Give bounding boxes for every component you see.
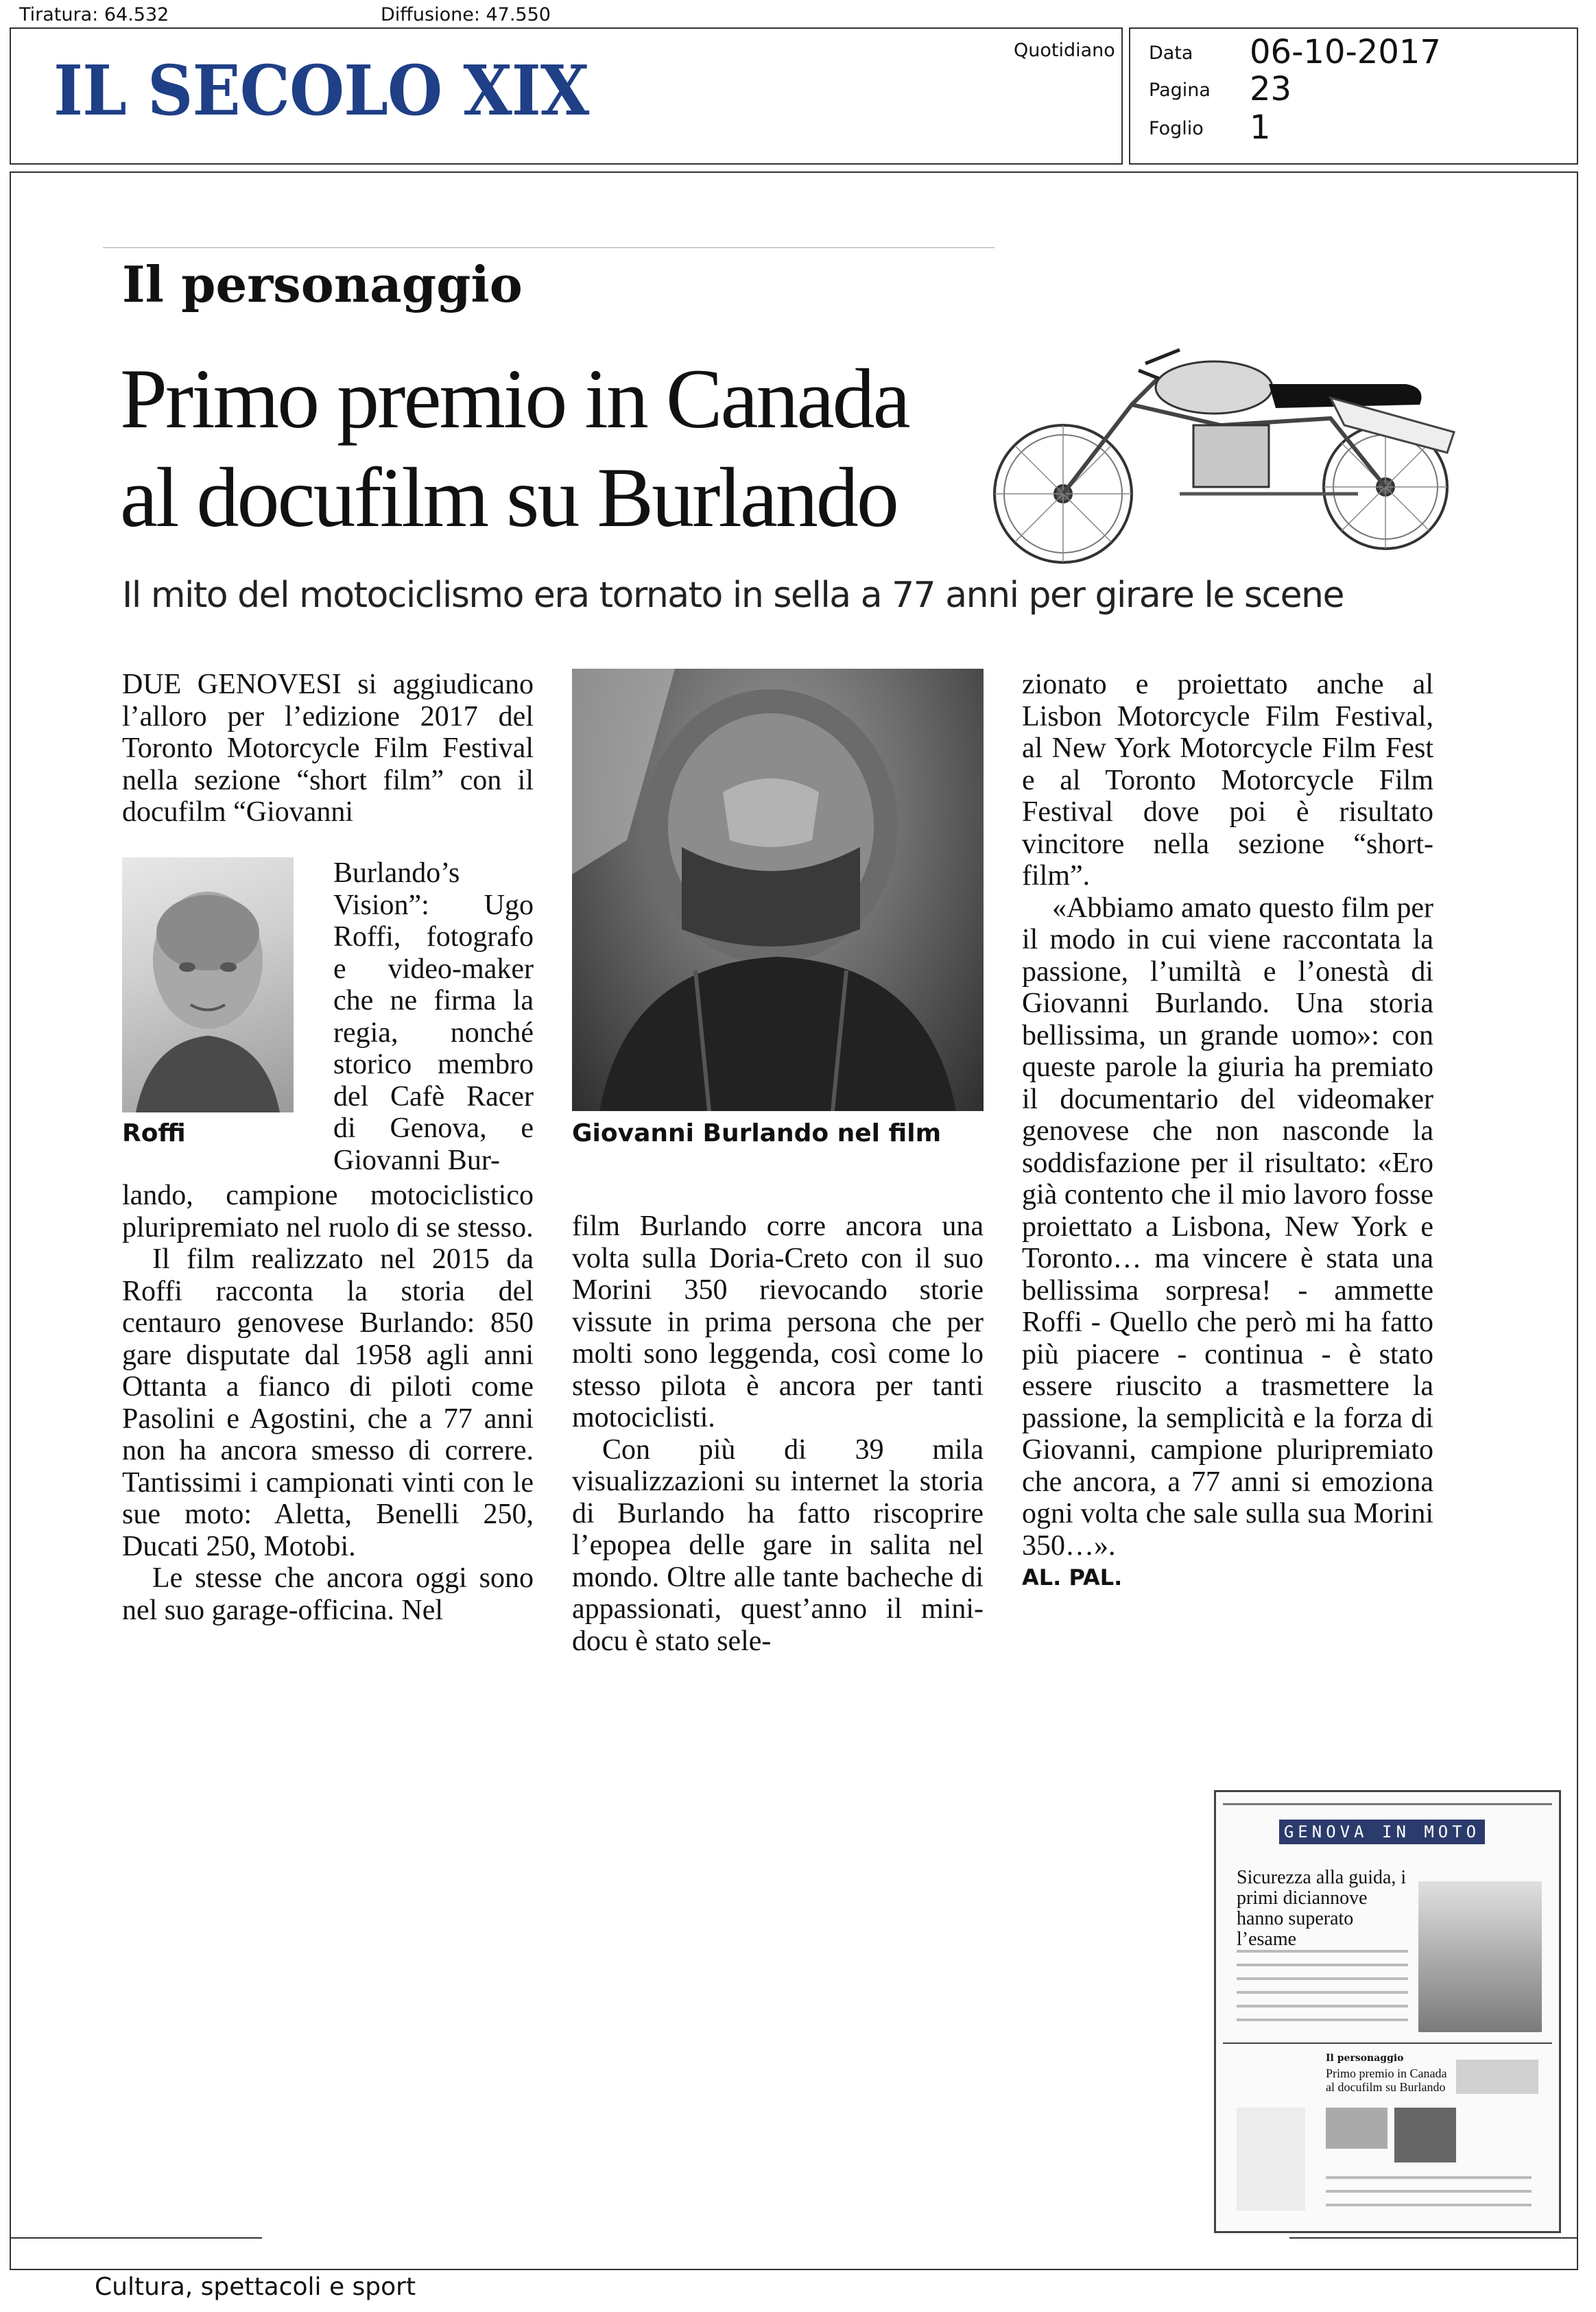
date-label: Data <box>1149 43 1193 64</box>
tiratura-label: Tiratura: 64.532 <box>19 4 169 25</box>
column-1-wrapped-text: Burlando’s Vision”: Ugo Roffi, fotografo e video-maker che ne firma la regia, nonché storico membro del Cafè Racer di Genova, e Giovanni Bur- <box>333 857 534 1176</box>
sheet-label: Foglio <box>1149 118 1204 139</box>
thumbnail-roffi-photo <box>1326 2108 1387 2149</box>
column-1-paragraph-3: Le stesse che ancora oggi sono nel suo garage-officina. Nel <box>122 1562 534 1626</box>
headline-line-2: al docufilm su Burlando <box>120 451 897 545</box>
thumbnail-side-column <box>1237 2108 1305 2210</box>
page-label: Pagina <box>1149 80 1211 101</box>
thumbnail-text-line <box>1237 1977 1408 1980</box>
section-label: Cultura, spettacoli e sport <box>95 2273 416 2301</box>
article-kicker: Il personaggio <box>122 255 523 313</box>
column-2-paragraph-2: Con più di 39 mila visualizzazioni su internet la storia di Burlando ha fatto riscoprire l’epopea delle gare in salita nel mondo. Oltre alle tante bacheche di appassionati, quest’anno il mini-docu è stato sele- <box>572 1433 984 1657</box>
page-thumbnail <box>1214 1790 1561 2233</box>
thumbnail-divider <box>1223 2042 1552 2044</box>
column-2-paragraph-1: film Burlando corre ancora una volta sulla Doria-Creto con il suo Morini 350 rievocando storie vissute in prima persona che per molti sono leggenda, così come lo stesso pilota è ancora per tanti motociclisti. <box>572 1211 984 1433</box>
thumbnail-banner: GENOVA IN MOTO <box>1279 1820 1485 1844</box>
column-1-paragraph-2: Il film realizzato nel 2015 da Roffi racconta la storia del centauro genovese Burlando: 850 gare disputate dal 1958 agli anni Ottanta a fianco di piloti come Pasolini e Agostini, che a 77 anni non ha ancora smesso di correre. Tantissimi i campionati vinti con le sue moto: Aletta, Benelli 250, Ducati 250, Motobi. <box>122 1243 534 1562</box>
masthead-logo: IL SECOLO XIX <box>53 50 589 131</box>
burlando-film-photo <box>572 669 984 1111</box>
diffusione-label: Diffusione: 47.550 <box>381 4 551 25</box>
column-3-text <box>1022 669 1433 1594</box>
burlando-caption: Giovanni Burlando nel film <box>572 1119 942 1147</box>
thumbnail-top-rule <box>1223 1803 1552 1805</box>
byline: AL. PAL. <box>1022 1564 1123 1590</box>
thumbnail-motorcycle <box>1456 2060 1538 2094</box>
thumbnail-photo <box>1418 1881 1542 2032</box>
sheet-value: 1 <box>1250 108 1271 147</box>
article-subhead: Il mito del motociclismo era tornato in sella a 77 anni per girare le scene <box>122 575 1344 616</box>
footer-rule-left <box>10 2237 262 2239</box>
column-3-paragraph-1: zionato e proiettato anche al Lisbon Motorcycle Film Festival, al New York Motorcycle Film Fest e al Toronto Motorcycle Film Festival dove poi è risultato vincitore nella sezione “short-film”. <box>1022 669 1433 892</box>
thumbnail-text-line <box>1326 2190 1532 2193</box>
footer-rule-right <box>1289 2237 1577 2239</box>
date-value: 06-10-2017 <box>1250 33 1441 71</box>
column-1-rest <box>122 1180 534 1626</box>
column-2-text <box>572 1211 984 1657</box>
thumbnail-text-line <box>1237 2018 1408 2021</box>
thumbnail-kicker: Il personaggio <box>1326 2053 1404 2064</box>
column-3-paragraph-2: «Abbiamo amato questo film per il modo in cui viene raccontata la passione, l’umiltà e l’onestà di Giovanni Burlando. Una storia bellissima, un grande uomo»: con queste parole la giuria ha premiato il documentario del videomaker genovese che non nasconde la soddisfazione per il risultato: «Ero già contento che il mio lavoro fosse proiettato a Lisbona, New York e Toronto… ma vincere è stata una bellissima sorpresa! - ammette Roffi - Quello che però mi ha fatto più piacere - continua - è stato essere riuscito a trasmettere la passione, la semplicità e la forza di Giovanni, campione pluripremiato che ancora, a 77 anni si emoziona ogni volta che sale sulla sua Morini 350…». <box>1022 892 1433 1562</box>
publication-type: Quotidiano <box>1014 40 1115 61</box>
roffi-caption: Roffi <box>122 1119 186 1147</box>
thumbnail-text-line <box>1326 2204 1532 2206</box>
thumbnail-text-line <box>1237 1991 1408 1994</box>
page-value: 23 <box>1250 70 1292 108</box>
thumbnail-headline: Sicurezza alla guida, i primi diciannove hanno superato l’esame <box>1237 1867 1407 1950</box>
thumbnail-text-line <box>1237 1950 1408 1953</box>
roffi-photo <box>122 857 294 1112</box>
column-1-paragraph-1-end: lando, campione motociclistico pluripremiato nel ruolo di se stesso. <box>122 1180 534 1243</box>
top-rule <box>103 247 994 248</box>
thumbnail-text-line <box>1326 2176 1532 2179</box>
thumbnail-mini-headline: Primo premio in Canada al docufilm su Burlando <box>1326 2066 1447 2094</box>
column-1-intro: DUE GENOVESI si aggiudicano l’alloro per l’edizione 2017 del Toronto Motorcycle Film Festival nella sezione “short film” con il docufilm “Giovanni <box>122 669 534 828</box>
headline-line-1: Primo premio in Canada <box>120 352 909 446</box>
motorcycle-illustration <box>974 322 1475 569</box>
thumbnail-burlando-photo <box>1394 2108 1456 2162</box>
thumbnail-text-line <box>1237 2005 1408 2007</box>
thumbnail-text-line <box>1237 1964 1408 1966</box>
